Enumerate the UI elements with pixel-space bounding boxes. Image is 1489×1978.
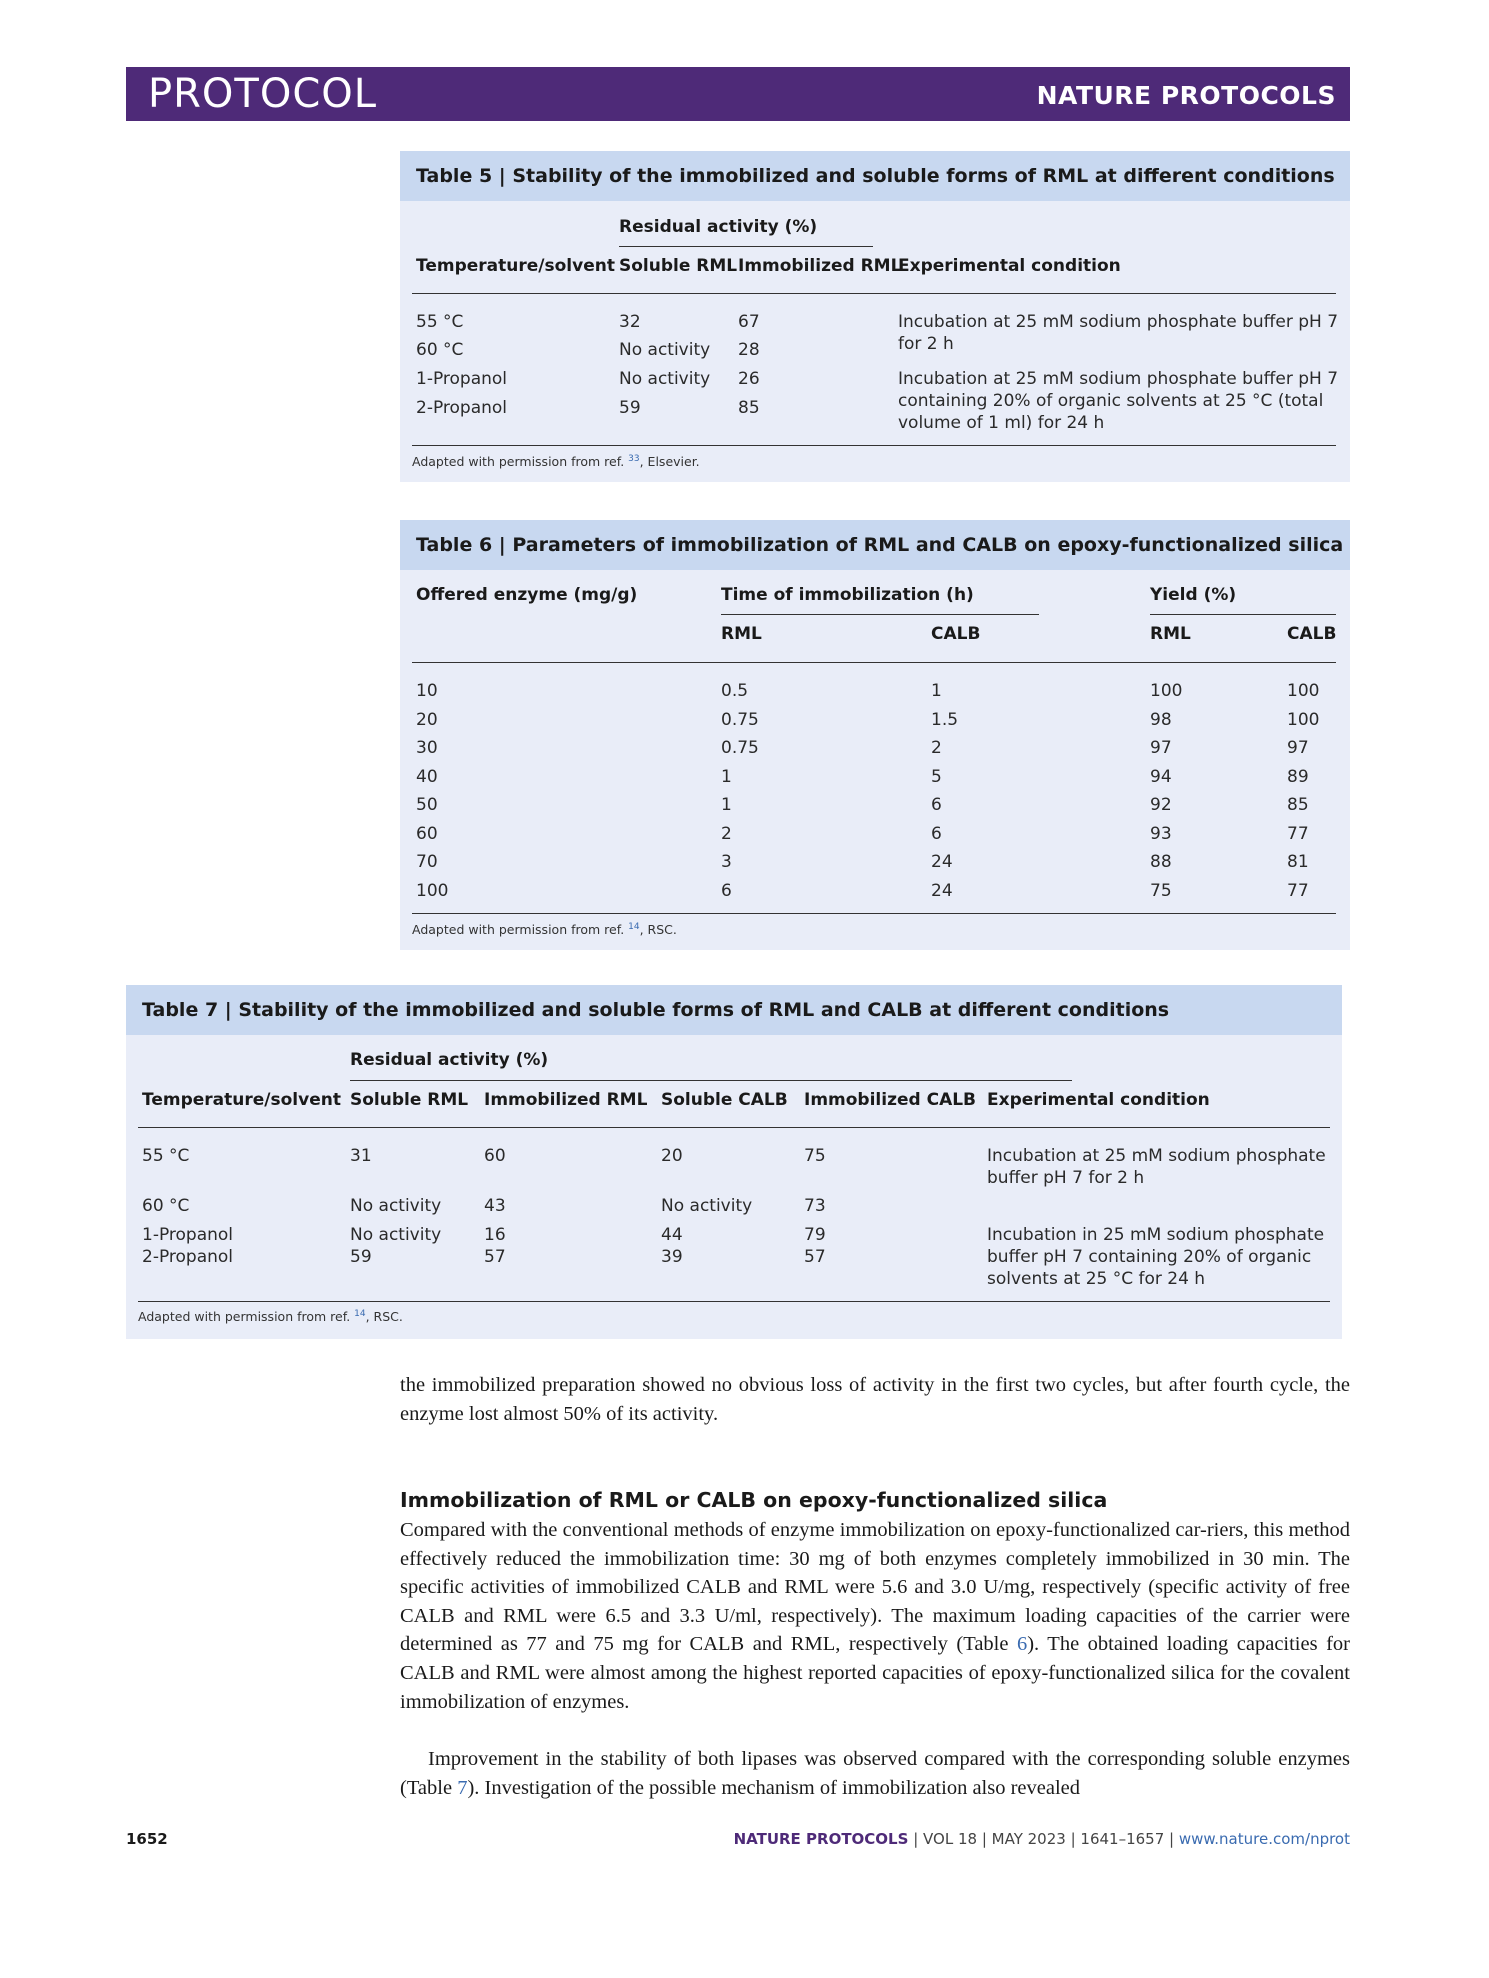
table-cell: 100 (1287, 709, 1320, 730)
table-row: 1-Propanol (416, 369, 508, 389)
t7-group-header: Residual activity (%) (350, 1050, 549, 1070)
table-cell: 77 (1287, 823, 1309, 844)
t5-group-rule (619, 246, 873, 247)
page-header-bar (126, 67, 1350, 121)
table-7-title: Table 7 | Stability of the immobilized and soluble forms of RML and CALB at different conditions (126, 985, 1342, 1035)
table-cell: 5 (931, 766, 942, 787)
table-cell: 1 (721, 795, 732, 815)
table-cell: 77 (1287, 880, 1309, 901)
table-row: 55 °C (142, 1146, 190, 1166)
table-cell: 92 (1150, 795, 1172, 815)
t5-exp-1: Incubation at 25 mM sodium phosphate buffer pH 7 for 2 h (898, 312, 1339, 354)
t6-bottom-rule (412, 913, 1336, 914)
table-row: 50 (416, 795, 438, 815)
t5-source-note: Adapted with permission from ref. $^{33}$, Elsevier. (412, 454, 700, 470)
t6-col-offered: Offered enzyme (mg/g) (416, 585, 638, 605)
table-row: 2-Propanol (142, 1247, 234, 1267)
table-cell: 75 (1150, 880, 1172, 901)
t6-col-time: Time of immobilization (h) (721, 585, 974, 605)
table-cell: 6 (721, 880, 732, 901)
table-cell: 24 (931, 852, 953, 872)
table-5-title: Table 5 | Stability of the immobilized and soluble forms of RML at different conditions (400, 151, 1350, 201)
t5-col-immob: Immobilized RML (738, 256, 902, 276)
table-cell: 94 (1150, 766, 1172, 787)
table-row: 100 (416, 880, 449, 901)
t6-time-rule (721, 614, 1039, 615)
table-cell: 24 (931, 880, 953, 901)
t5-bottom-rule (412, 445, 1336, 446)
journal-url-link[interactable]: www.nature.com/nprot (1178, 1830, 1350, 1848)
table-cell: 1.5 (931, 709, 959, 730)
t5-col-exp: Experimental condition (898, 256, 1121, 276)
table-cell: 2 (721, 823, 732, 844)
paragraph-continuation: the immobilized preparation showed no obvious loss of activity in the first two cycles, but after fourth cycle, the enzyme lost almost 50% of its activity. (400, 1374, 1350, 1425)
t5-group-header: Residual activity (%) (619, 217, 818, 237)
table-cell: 97 (1287, 738, 1309, 758)
table-cell: 3 (721, 852, 732, 872)
t7-bottom-rule (138, 1301, 1330, 1302)
table-cell: 6 (931, 823, 942, 844)
t7-group-rule (350, 1080, 1072, 1081)
table-7: Table 7 | Stability of the immobilized and soluble forms of RML and CALB at different conditions Residual activity (%) Temperature/solvent Soluble RML Immobilized RML Soluble CALB Immobilized CALB Experimental condition 55 °C 31 60 20 75 60 °C No activity 43 No activity 73 1-Propanol No activity 16 44 79 2-Propanol 59 57 39 57 Incubation at 25 mM sodium phosphate buffer pH 7 for 2 h Incubation in 25 mM sodium phosphate buffer pH 7 containing 20% of organic solvents at 25 °C for 24 h Adapted with permission from ref. $^{14}$, RSC. (126, 985, 1342, 1339)
table-cell: 1 (721, 766, 732, 787)
footer-citation: NATURE PROTOCOLS | VOL 18 | MAY 2023 | 1641–1657 | www.nature.com/nprot (733, 1830, 1350, 1848)
table-5: Table 5 | Stability of the immobilized and soluble forms of RML at different conditions Residual activity (%) Temperature/solvent Soluble RML Immobilized RML Experimental condition 55 °C 32 67 60 °C No activity 28 1-Propanol No activity 26 2-Propanol 59 85 Incubation at 25 mM sodium phosphate buffer pH 7 for 2 h Incubation at 25 mM sodium phosphate buffer pH 7 containing 20% of organic solvents at 25 °C (total volume of 1 ml) for 24 h Adapted with permission from ref. $^{33}$, Elsevier. (400, 151, 1350, 482)
table-row: 60 °C (416, 340, 464, 360)
section-label: PROTOCOL (148, 71, 378, 117)
t5-col-cond: Temperature/solvent (416, 256, 615, 276)
table-cell: 89 (1287, 766, 1309, 787)
paragraph-immobilization: Compared with the conventional methods of enzyme immobilization on epoxy-functionalized car-riers, this method effectively reduced the immobilization time: 30 mg of both enzymes completely immobilized in 30 min. The specific activities of immobilized CALB and RML were 5.6 and 3.0 U/mg, respectively (specific activity of free CALB and RML were 6.5 and 3.3 U/ml, respectively). The maximum loading capacities of the carrier were determined as 77 and 75 mg for CALB and RML, respectively (Table 6). The obtained loading capacities for CALB and RML were almost among the highest reported capacities of epoxy-functionalized silica for the covalent immobilization of enzymes. (400, 1519, 1350, 1713)
table-row: 40 (416, 766, 438, 787)
table-row: 55 °C (416, 312, 464, 332)
table-row: 70 (416, 852, 438, 872)
table-cell: 6 (931, 795, 942, 815)
t7-header-rule (138, 1127, 1330, 1128)
t6-col-yield: Yield (%) (1150, 585, 1237, 605)
table-cell: 100 (1150, 681, 1183, 701)
t7-source-note: Adapted with permission from ref. $^{14}$, RSC. (138, 1309, 403, 1325)
table-cell: 0.75 (721, 709, 759, 730)
table-row: 20 (416, 709, 438, 730)
table-row: 60 °C (142, 1196, 190, 1216)
table-row: 2-Propanol (416, 398, 508, 418)
table-row: 1-Propanol (142, 1225, 234, 1245)
table-row: 10 (416, 681, 438, 701)
t6-source-note: Adapted with permission from ref. $^{14}$, RSC. (412, 922, 677, 938)
t5-exp-2: Incubation at 25 mM sodium phosphate buffer pH 7 containing 20% of organic solvents at 25 °C (total volume of 1 ml) for 24 h (898, 369, 1339, 433)
table-cell: 1 (931, 681, 942, 701)
table-cell: 93 (1150, 823, 1172, 844)
t6-yield-rule (1150, 614, 1336, 615)
table-cell: 97 (1150, 738, 1172, 758)
page-number: 1652 (126, 1830, 168, 1848)
table-7-link[interactable]: 7 (457, 1776, 468, 1799)
t5-header-rule (412, 293, 1336, 294)
t7-exp-1: Incubation at 25 mM sodium phosphate buffer pH 7 for 2 h (987, 1146, 1326, 1188)
table-row: 60 (416, 823, 438, 844)
table-cell: 98 (1150, 709, 1172, 730)
section-heading: Immobilization of RML or CALB on epoxy-functionalized silica (400, 1488, 1108, 1512)
table-row: 30 (416, 738, 438, 758)
table-cell: 88 (1150, 852, 1172, 872)
t7-exp-2: Incubation in 25 mM sodium phosphate buffer pH 7 containing 20% of organic solvents at 25 °C for 24 h (987, 1225, 1325, 1289)
table-cell: 85 (1287, 795, 1309, 815)
journal-name: NATURE PROTOCOLS (1036, 81, 1336, 110)
table-cell: 0.5 (721, 681, 749, 701)
table-6: Table 6 | Parameters of immobilization of RML and CALB on epoxy-functionalized silica Offered enzyme (mg/g) Time of immobilization (h) Yield (%) RML CALB RML CALB 10 0.5 1 100 100 20 0.75 1.5 98 100 30 0.75 2 97 97 40 1 5 94 89 50 1 6 92 85 60 2 6 93 77 70 3 24 88 81 100 6 24 75 77 Adapted with permission from ref. $^{14}$, RSC. (400, 520, 1350, 950)
table-cell: 81 (1287, 852, 1309, 872)
table-6-link[interactable]: 6 (1016, 1633, 1028, 1656)
table-6-title: Table 6 | Parameters of immobilization of RML and CALB on epoxy-functionalized silica (400, 520, 1350, 570)
table-cell: 0.75 (721, 738, 759, 758)
paragraph-stability: Improvement in the stability of both lipases was observed compared with the corresponding soluble enzymes (Table 7). Investigation of the possible mechanism of immobilization also revealed (400, 1748, 1350, 1799)
table-cell: 100 (1287, 681, 1320, 701)
table-cell: 2 (931, 738, 942, 758)
t6-header-rule (412, 662, 1336, 663)
t5-col-soluble: Soluble RML (619, 256, 738, 276)
